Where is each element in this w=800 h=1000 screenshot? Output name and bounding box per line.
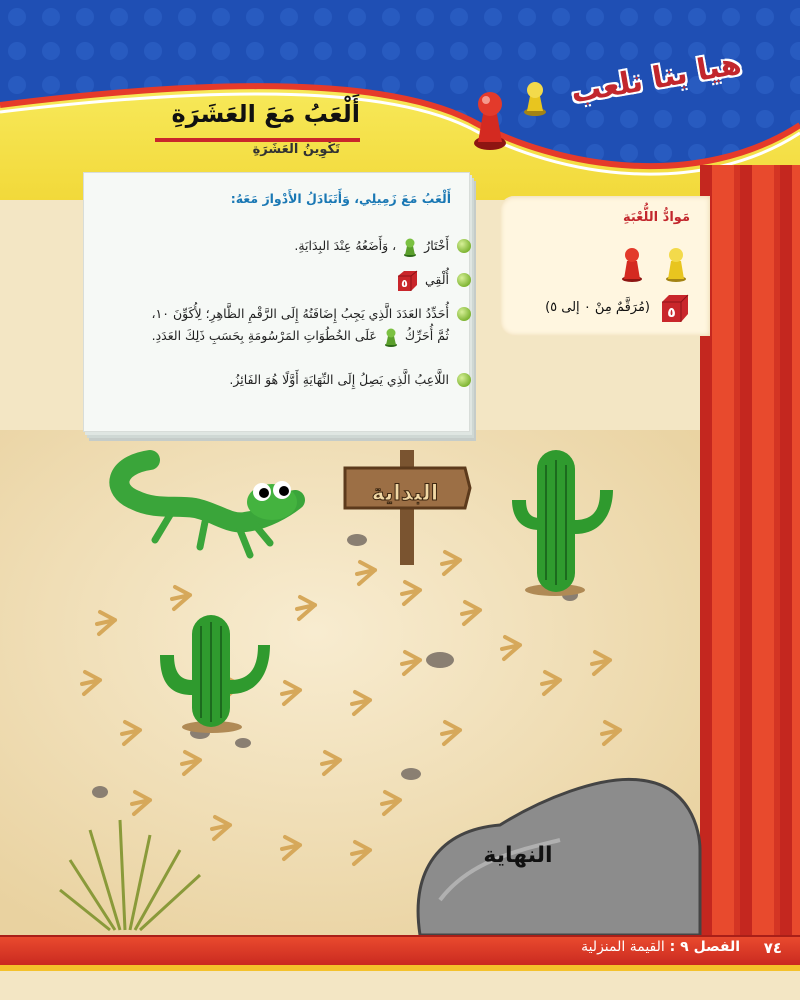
step-4-text: اللَّاعِبُ الَّذِي يَصِلُ إِلَى النِّهَايَةِ أَوَّلًا هُوَ الفَائِزُ. [229,372,449,387]
chapter-label: الفصل ٩ : [669,939,740,955]
green-pawn-icon [403,237,417,257]
page-title: أَلْعَبُ مَعَ العَشَرَةِ [171,100,360,128]
materials-box [500,196,710,336]
number-cube-digit: ٥ [401,276,408,290]
step-2-text: أُلْقِي [424,272,449,287]
step-2 [109,269,449,292]
footer-stripe [0,965,800,971]
page-subtitle: تَكْوِينُ العَشَرَةِ [252,142,340,157]
materials-cube-digit: ٥ [667,305,676,321]
card-intro: أَلْعَبُ مَعَ زَمِيلِي، وَأَتَبَادَلُ الأَدْوارَ مَعَهُ: [230,191,451,206]
step-3-line-1: أُحَدِّدُ العَدَدَ الَّذِي يَجِبُ إِضَافَتُهُ إِلَى الرَّقْمِ الظَّاهِرِ؛ لِأُكَوِّنَ ١٠، [151,306,449,321]
desert-scene [0,430,800,935]
page-number: ٧٤ [763,939,782,957]
number-cube-icon [660,294,690,324]
footer-chapter [581,939,740,955]
step-3-line-2 [109,325,449,347]
step-1 [109,235,449,257]
instruction-card [83,172,470,432]
red-pawn-icon [622,248,642,282]
step-3-line-2-end: عَلَى الخُطُوَاتِ المَرْسُومَةِ بِحَسَبِ ذَلِكَ العَدَدِ. [151,328,377,343]
bullet-icon [457,239,471,253]
bullet-icon [457,373,471,387]
chapter-title: القيمة المنزلية [581,939,665,955]
logo [560,46,760,125]
title-underline [155,138,360,142]
logo-text-label: هيا بنا نلعب [568,46,744,111]
header-banner [0,0,800,200]
step-3 [109,303,449,347]
step-1-text-end: ، وَأَضَعُهُ عِنْدَ البِدَايَةِ. [294,238,397,253]
page-footer [0,935,800,1000]
green-pawn-icon [384,327,398,347]
end-label: النهاية [483,843,553,868]
start-sign-label: البداية [371,481,439,506]
bullet-icon [457,273,471,287]
step-3-line-2-start: ثُمَّ أُحَرِّكُ [404,328,449,343]
game-pawns [620,244,690,284]
yellow-pawn-icon [520,78,550,118]
materials-cube-label: (مُرَقَّمٌ مِنْ ٠ إلى ٥) [545,300,650,315]
bullet-icon [457,307,471,321]
number-cube-icon [396,270,418,292]
materials-title: مَوادُّ اللُّعْبَةِ [622,210,690,225]
red-pawn-icon [470,78,510,153]
step-1-text-start: أَخْتَارُ [424,238,449,253]
step-4 [109,369,449,391]
title-block [150,100,360,180]
yellow-pawn-icon [666,248,686,282]
